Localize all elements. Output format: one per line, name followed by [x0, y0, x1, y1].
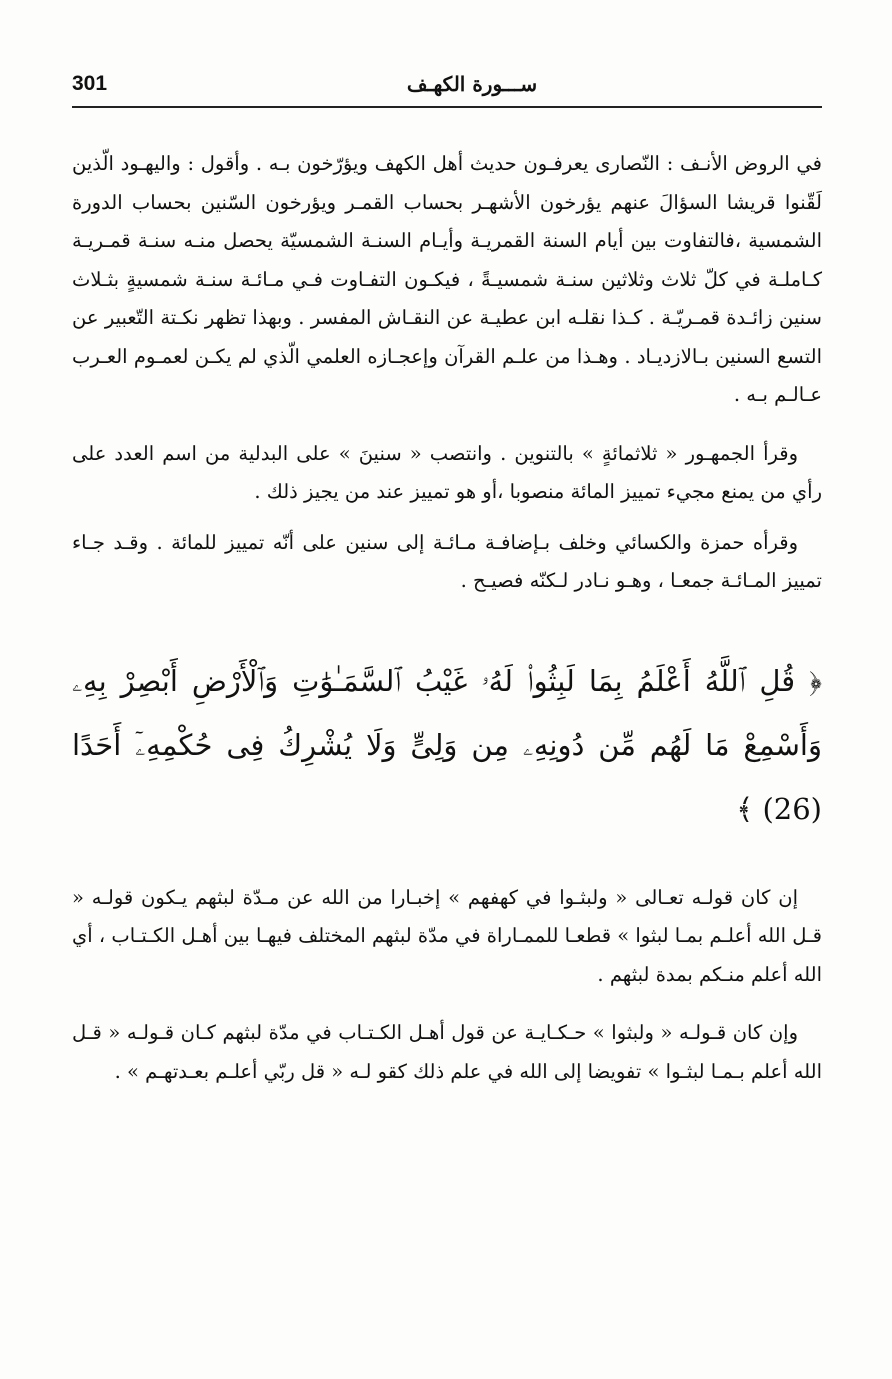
- paragraph-reading-hamza: وقرأه حمزة والكسائي وخلف بـإضافـة مـائـة إلى سنين على أنّه تمييز للمائة . وقـد جـاء تمييز المـائـة جمعـا ، وهـو نـادر لـكنّه فصيـح .: [72, 530, 822, 592]
- page-number: 301: [72, 72, 108, 95]
- page-body: [72, 145, 822, 1091]
- paragraph-commentary-1: في الروض الأنـف : النّصارى يعرفـون حديث أهل الكهف ويؤرّخون بـه . وأقول : واليهـود الّذين لَقّنوا قريشا السؤالَ عنهم يؤرخون الأشهـر بحساب القمـر ويؤرخون السّنين بحساب الدورة الشمسية ،فالتفاوت بين أيام السنة القمريـة وأيـام السنـة الشمسيّة يحصل منـه سنـة قمـريـة كـاملـة في كلّ ثلاث وثلاثين سنـة شمسيـةً ، فيكـون التفـاوت فـي مـائـة سنـة شمسيةٍ بثـلاث سنين زائـدة قمـريّـة . كـذا نقلـه ابن عطيـة عن النقـاش المفسر . وبهذا تظهر نكـتة التّعبير عن التسع السنين بـالازديـاد . وهـذا من علـم القرآن وإعجـازه العلمي الّذي لم يكـن لعمـوم العـرب عـالـم بـه .: [72, 152, 822, 406]
- quran-verse: ﴿ قُلِ ٱللَّهُ أَعْلَمُ بِمَا لَبِثُوا۟ لَهُۥ غَيْبُ ٱلسَّمَـٰوَٰتِ وَٱلْأَرْضِ أَبْصِرْ بِهِۦ وَأَسْمِعْ مَا لَهُم مِّن دُونِهِۦ مِن وَلِىٍّ وَلَا يُشْرِكُ فِى حُكْمِهِۦٓ أَحَدًا (26) ﴾: [72, 663, 822, 826]
- running-title: ســـورة الكهـف: [406, 72, 538, 96]
- paragraph-commentary-3: وإن كان قـولـه « ولبثوا » حـكـايـة عن قول أهـل الكـتـاب في مدّة لبثهم كـان قـولـه « قـل الله أعلم بـمـا لبثـوا » تفويضا إلى الله في علم ذلك كقو لـه « قل ربّي أعلـم بعـدتهـم » .: [72, 1021, 822, 1083]
- page-header: [72, 66, 822, 108]
- paragraph-reading-jumhur: وقرأ الجمهـور « ثلاثمائةٍ » بالتنوين . وانتصب « سنينَ » على البدلية من اسم العدد على رأي من يمنع مجيء تمييز المائة منصوبا ،أو هو تمييز عند من يجيز ذلك .: [72, 441, 822, 503]
- paragraph-commentary-2: إن كان قولـه تعـالى « ولبثـوا في كهفهم » إخبـارا من الله عن مـدّة لبثهم يـكون قولـه « قـل الله أعلـم بمـا لبثوا » قطعـا للممـاراة في مدّة لبثهم المختلف فيهـا بين أهـل الكـتـاب ، أي الله أعلم منـكم بمدة لبثهم .: [72, 885, 822, 986]
